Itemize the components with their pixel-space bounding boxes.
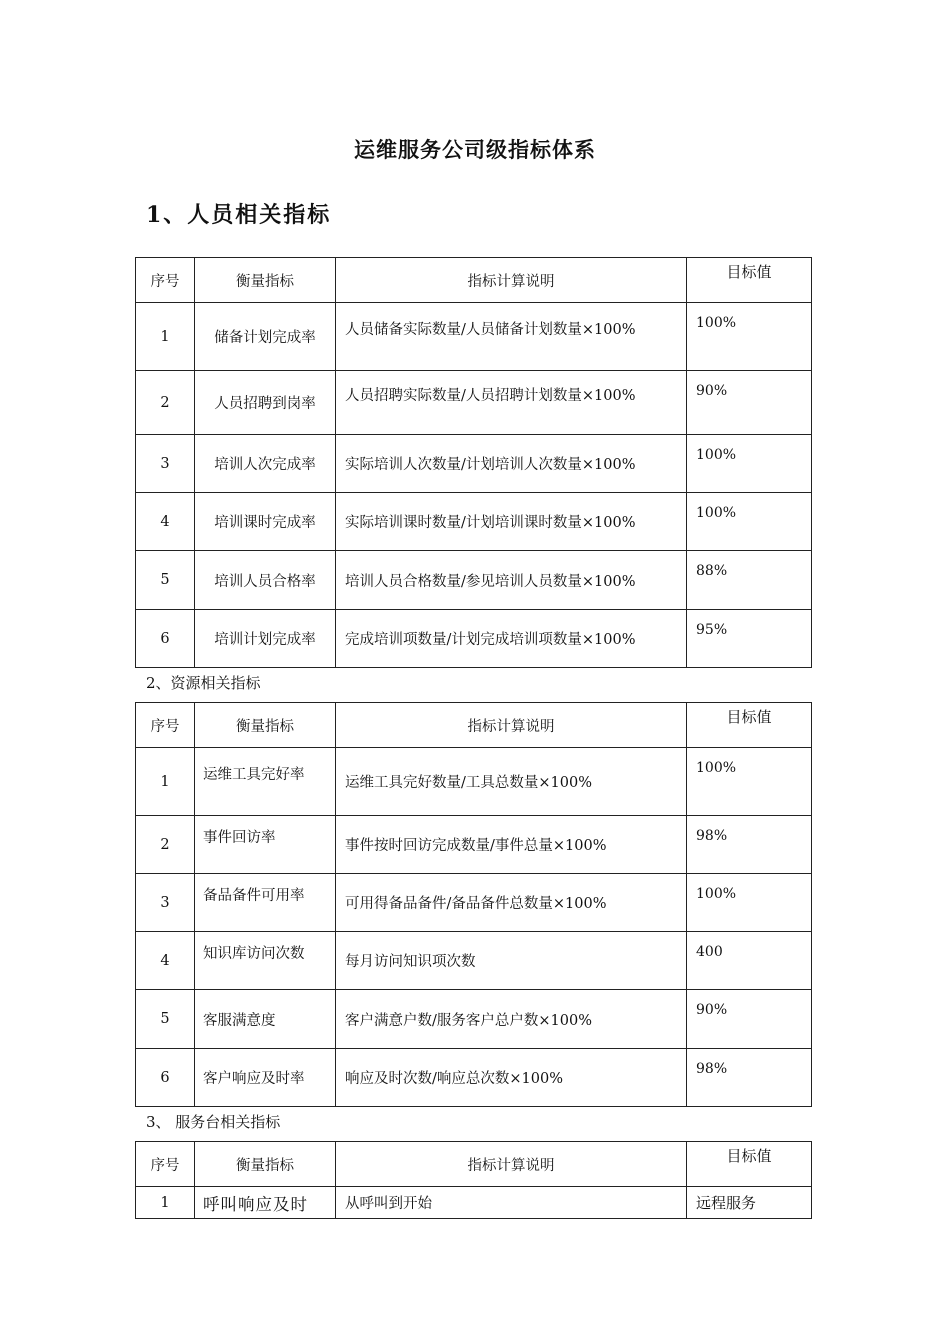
table-header-row <box>136 703 812 748</box>
row-metric: 培训人员合格率 <box>195 551 336 610</box>
row-formula-text: 人员招聘实际数量/人员招聘计划数量×100% <box>345 388 636 404</box>
row-target: 100% <box>687 435 812 493</box>
table-row <box>136 303 812 371</box>
row-formula: 运维工具完好数量/工具总数量×100% <box>336 748 687 816</box>
table-row <box>136 435 812 493</box>
header-index: 序号 <box>136 1142 195 1187</box>
service-desk-metrics-table <box>135 1141 812 1219</box>
row-formula: 响应及时次数/响应总次数×100% <box>336 1049 687 1107</box>
section1-heading: 1、人员相关指标 <box>146 202 332 228</box>
table-row <box>136 990 812 1049</box>
table-row <box>136 874 812 932</box>
row-target: 远程服务 <box>687 1187 812 1219</box>
row-formula: 从呼叫到开始 <box>336 1187 687 1219</box>
row-target: 88% <box>687 551 812 610</box>
row-formula: 每月访问知识项次数 <box>336 932 687 990</box>
row-target: 95% <box>687 610 812 668</box>
table-row <box>136 932 812 990</box>
row-metric <box>195 816 336 874</box>
row-formula: 可用得备品备件/备品备件总数量×100% <box>336 874 687 932</box>
table-header-row <box>136 258 812 303</box>
row-formula: 实际培训人次数量/计划培训人次数量×100% <box>336 435 687 493</box>
row-metric-text: 备品备件可用率 <box>203 888 305 904</box>
row-formula-text: 人员储备实际数量/人员储备计划数量×100% <box>345 322 636 338</box>
row-formula <box>336 303 687 371</box>
header-formula: 指标计算说明 <box>336 258 687 303</box>
row-metric: 客服满意度 <box>195 990 336 1049</box>
header-target: 目标值 <box>687 258 812 303</box>
row-index: 6 <box>136 610 195 668</box>
row-metric: 客户响应及时率 <box>195 1049 336 1107</box>
header-index: 序号 <box>136 703 195 748</box>
row-metric <box>195 874 336 932</box>
row-index: 3 <box>136 874 195 932</box>
row-target: 98% <box>687 1049 812 1107</box>
table-row <box>136 748 812 816</box>
row-index: 5 <box>136 551 195 610</box>
resource-metrics-table <box>135 702 812 1107</box>
section3-heading: 3、 服务台相关指标 <box>146 1113 281 1131</box>
row-formula: 事件按时回访完成数量/事件总量×100% <box>336 816 687 874</box>
table-row <box>136 371 812 435</box>
row-target: 400 <box>687 932 812 990</box>
row-metric-text: 事件回访率 <box>203 830 276 846</box>
row-index: 1 <box>136 1187 195 1219</box>
row-formula: 实际培训课时数量/计划培训课时数量×100% <box>336 493 687 551</box>
document-title: 运维服务公司级指标体系 <box>354 137 596 162</box>
header-formula: 指标计算说明 <box>336 1142 687 1187</box>
row-index: 2 <box>136 816 195 874</box>
row-index: 5 <box>136 990 195 1049</box>
row-formula <box>336 371 687 435</box>
header-formula: 指标计算说明 <box>336 703 687 748</box>
row-index: 3 <box>136 435 195 493</box>
section2-heading: 2、资源相关指标 <box>146 674 261 692</box>
row-metric: 培训计划完成率 <box>195 610 336 668</box>
header-target: 目标值 <box>687 1142 812 1187</box>
row-target: 90% <box>687 990 812 1049</box>
row-target: 90% <box>687 371 812 435</box>
table-row <box>136 551 812 610</box>
row-target: 98% <box>687 816 812 874</box>
row-formula: 培训人员合格数量/参见培训人员数量×100% <box>336 551 687 610</box>
row-target: 100% <box>687 748 812 816</box>
row-index: 4 <box>136 493 195 551</box>
row-metric: 人员招聘到岗率 <box>195 371 336 435</box>
table-row <box>136 816 812 874</box>
table-row <box>136 1187 812 1219</box>
personnel-metrics-table <box>135 257 812 668</box>
row-metric: 储备计划完成率 <box>195 303 336 371</box>
table-row <box>136 610 812 668</box>
table-row <box>136 1049 812 1107</box>
row-index: 6 <box>136 1049 195 1107</box>
row-target: 100% <box>687 493 812 551</box>
row-metric-text: 知识库访问次数 <box>203 946 305 962</box>
row-target: 100% <box>687 874 812 932</box>
header-target: 目标值 <box>687 703 812 748</box>
table-row <box>136 493 812 551</box>
header-metric: 衡量指标 <box>195 703 336 748</box>
row-formula: 完成培训项数量/计划完成培训项数量×100% <box>336 610 687 668</box>
table-header-row <box>136 1142 812 1187</box>
header-metric: 衡量指标 <box>195 258 336 303</box>
row-metric: 培训人次完成率 <box>195 435 336 493</box>
row-target: 100% <box>687 303 812 371</box>
row-metric: 呼叫响应及时 <box>195 1187 336 1219</box>
row-metric-text: 运维工具完好率 <box>203 767 305 783</box>
row-metric: 培训课时完成率 <box>195 493 336 551</box>
row-formula: 客户满意户数/服务客户总户数×100% <box>336 990 687 1049</box>
row-metric <box>195 748 336 816</box>
row-index: 2 <box>136 371 195 435</box>
row-metric <box>195 932 336 990</box>
row-index: 1 <box>136 748 195 816</box>
header-index: 序号 <box>136 258 195 303</box>
row-index: 1 <box>136 303 195 371</box>
row-index: 4 <box>136 932 195 990</box>
header-metric: 衡量指标 <box>195 1142 336 1187</box>
